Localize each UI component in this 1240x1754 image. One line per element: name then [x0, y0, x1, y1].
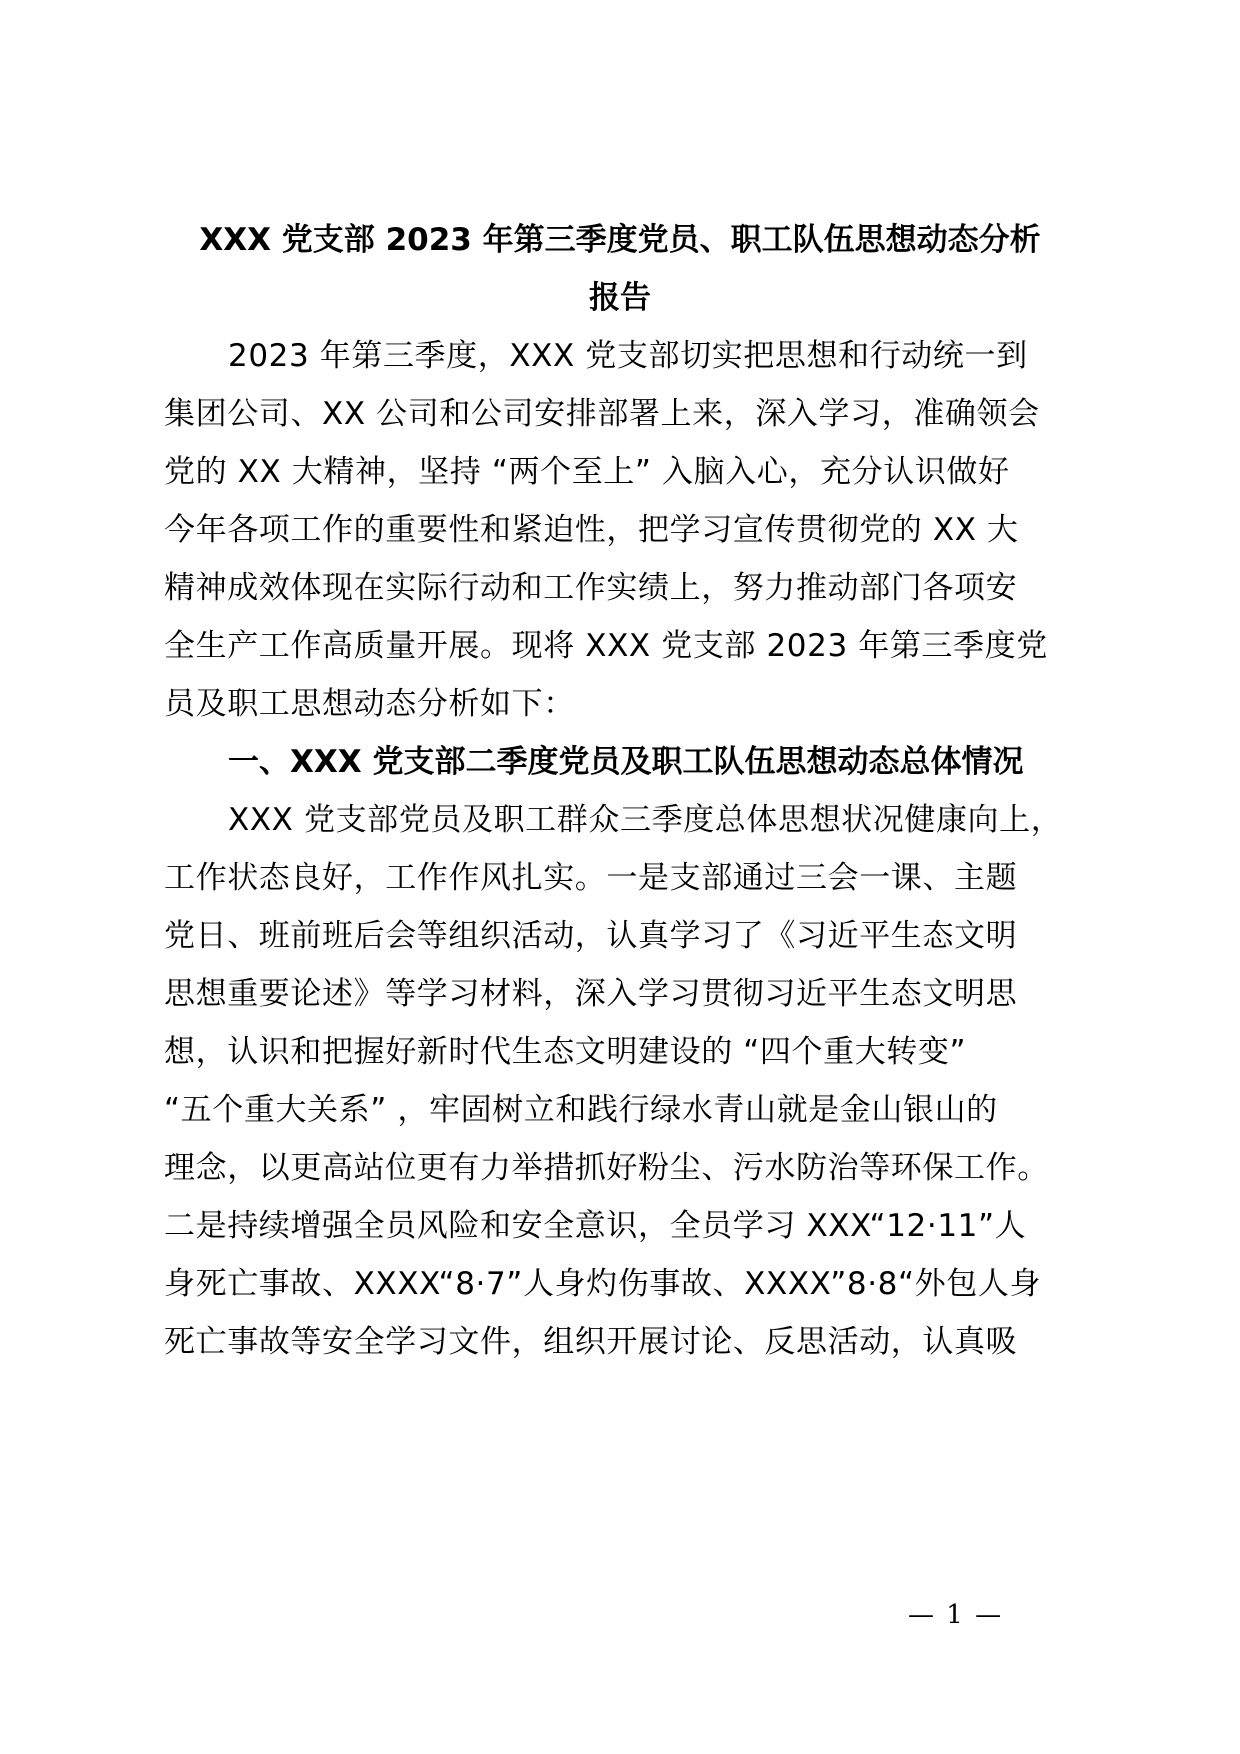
- intro-paragraph-line: 2023 年第三季度，XXX 党支部切实把思想和行动统一到: [228, 338, 1028, 374]
- intro-paragraph-line: 员及职工思想动态分析如下：: [164, 686, 575, 722]
- document-title-line-2: 报告: [589, 280, 651, 316]
- section-1-paragraph-line: 身死亡事故、XXXX“8·7”人身灼伤事故、XXXX”8·8“外包人身: [164, 1266, 1042, 1302]
- intro-paragraph-line: 今年各项工作的重要性和紧迫性，把学习宣传贯彻党的 XX 大: [164, 512, 1019, 548]
- section-1-paragraph-line: 二是持续增强全员风险和安全意识，全员学习 XXX“12·11”人: [164, 1208, 1027, 1244]
- section-1-paragraph-line: 想，认识和把握好新时代生态文明建设的 “四个重大转变”: [164, 1034, 967, 1070]
- intro-paragraph-line: 集团公司、XX 公司和公司安排部署上来，深入学习，准确领会: [164, 396, 1040, 432]
- section-1-paragraph-line: XXX 党支部党员及职工群众三季度总体思想状况健康向上，: [228, 802, 1063, 838]
- intro-paragraph-line: 全生产工作高质量开展。现将 XXX 党支部 2023 年第三季度党: [164, 628, 1048, 664]
- section-1-paragraph-line: “五个重大关系” ，牢固树立和践行绿水青山就是金山银山的: [164, 1092, 998, 1128]
- section-1-paragraph-line: 理念，以更高站位更有力举措抓好粉尘、污水防治等环保工作。: [164, 1150, 1049, 1186]
- intro-paragraph-line: 精神成效体现在实际行动和工作实绩上，努力推动部门各项安: [164, 570, 1018, 606]
- section-1-paragraph-line: 思想重要论述》等学习材料，深入学习贯彻习近平生态文明思: [164, 976, 1018, 1012]
- document-title-line-1: XXX 党支部 2023 年第三季度党员、职工队伍思想动态分析: [199, 222, 1041, 258]
- section-1-paragraph-line: 工作状态良好，工作作风扎实。一是支部通过三会一课、主题: [164, 860, 1018, 896]
- section-1-paragraph-line: 死亡事故等安全学习文件，组织开展讨论、反思活动，认真吸: [164, 1324, 1018, 1360]
- intro-paragraph-line: 党的 XX 大精神，坚持 “两个至上” 入脑入心，充分认识做好: [164, 454, 1010, 490]
- page-number: — 1 —: [908, 1600, 1004, 1630]
- section-1-heading: 一、XXX 党支部二季度党员及职工队伍思想动态总体情况: [228, 744, 1024, 780]
- section-1-paragraph-line: 党日、班前班后会等组织活动，认真学习了《习近平生态文明: [164, 918, 1018, 954]
